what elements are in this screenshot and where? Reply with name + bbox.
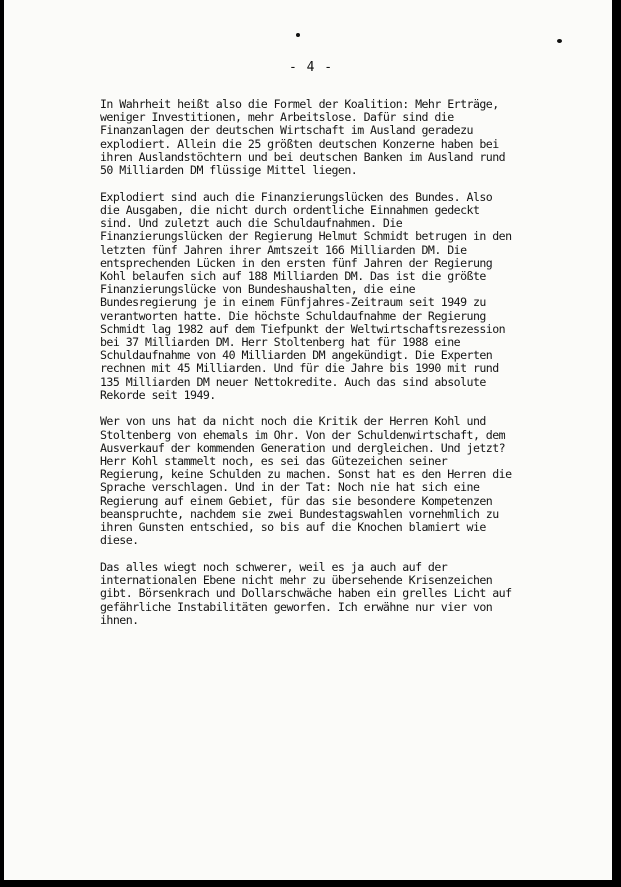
paragraph: In Wahrheit heißt also die Formel der Koalition: Mehr Erträge, weniger Investitionen, mehr Arbeitslose. Dafür sind die Finanzanlagen der deutschen Wirtschaft im Ausland geradezu explodiert. Allein die 25 größten deutschen Konzerne haben bei ihren Auslandstöchtern und bei deutschen Banken im Ausland rund 50 Milliarden DM flüssige Mittel liegen.	[100, 97, 506, 178]
scan-speck	[296, 33, 300, 37]
scan-border-bottom	[0, 880, 621, 887]
paragraph: Das alles wiegt noch schwerer, weil es ja auch auf der internationalen Ebene nicht mehr zu übersehende Krisenzeichen gibt. Börsenkrach und Dollarschwäche haben ein grelles Licht auf gefährliche Instabilitäten geworfen. Ich erwähne nur vier von ihnen.	[100, 560, 512, 627]
paragraph: Explodiert sind auch die Finanzierungslücken des Bundes. Also die Ausgaben, die nicht durch ordentliche Einnahmen gedeckt sind. Und zuletzt auch die Schuldaufnahmen. Die Finanzierungslücken der Regierung Helmut Schmidt betrugen in den letzten fünf Jahren ihrer Amtszeit 166 Milliarden DM. Die entsprechenden Lücken in den ersten fünf Jahren der Regierung Kohl belaufen sich auf 188 Milliarden DM. Das ist die größte Finanzierungslücke von Bundeshaushalten, die eine Bundesregierung je in einem Fünfjahres-Zeitraum seit 1949 zu verantworten hatte. Die höchste Schuldaufnahme der Regierung Schmidt lag 1982 auf dem Tiefpunkt der Weltwirtschaftsrezession bei 37 Milliarden DM. Herr Stoltenberg hat für 1988 eine Schuldaufnahme von 40 Milliarden DM angekündigt. Die Experten rechnen mit 45 Milliarden. Und für die Jahre bis 1990 mit rund 135 Milliarden DM neuer Nettokredite. Auch das sind absolute Rekorde seit 1949.	[100, 189, 512, 402]
body-text	[100, 98, 560, 641]
paragraph: Wer von uns hat da nicht noch die Kritik der Herren Kohl und Stoltenberg von ehemals im Ohr. Von der Schuldenwirtschaft, dem Ausverkauf der kommenden Generation und dergleichen. Und jetzt? Herr Kohl stammelt noch, es sei das Gütezeichen seiner Regierung, keine Schulden zu machen. Sonst hat es den Herren die Sprache verschlagen. Und in der Tat: Noch nie hat sich eine Regierung auf einem Gebiet, für das sie besondere Kompetenzen beanspruchte, nachdem sie zwei Bundestagswahlen vornehmlich zu ihren Gunsten entschied, so bis auf die Knochen blamiert wie diese.	[100, 414, 512, 548]
page-number: - 4 -	[289, 60, 334, 75]
scan-speck	[557, 39, 562, 43]
document-page	[4, 0, 612, 880]
scan-border-right	[612, 0, 621, 887]
